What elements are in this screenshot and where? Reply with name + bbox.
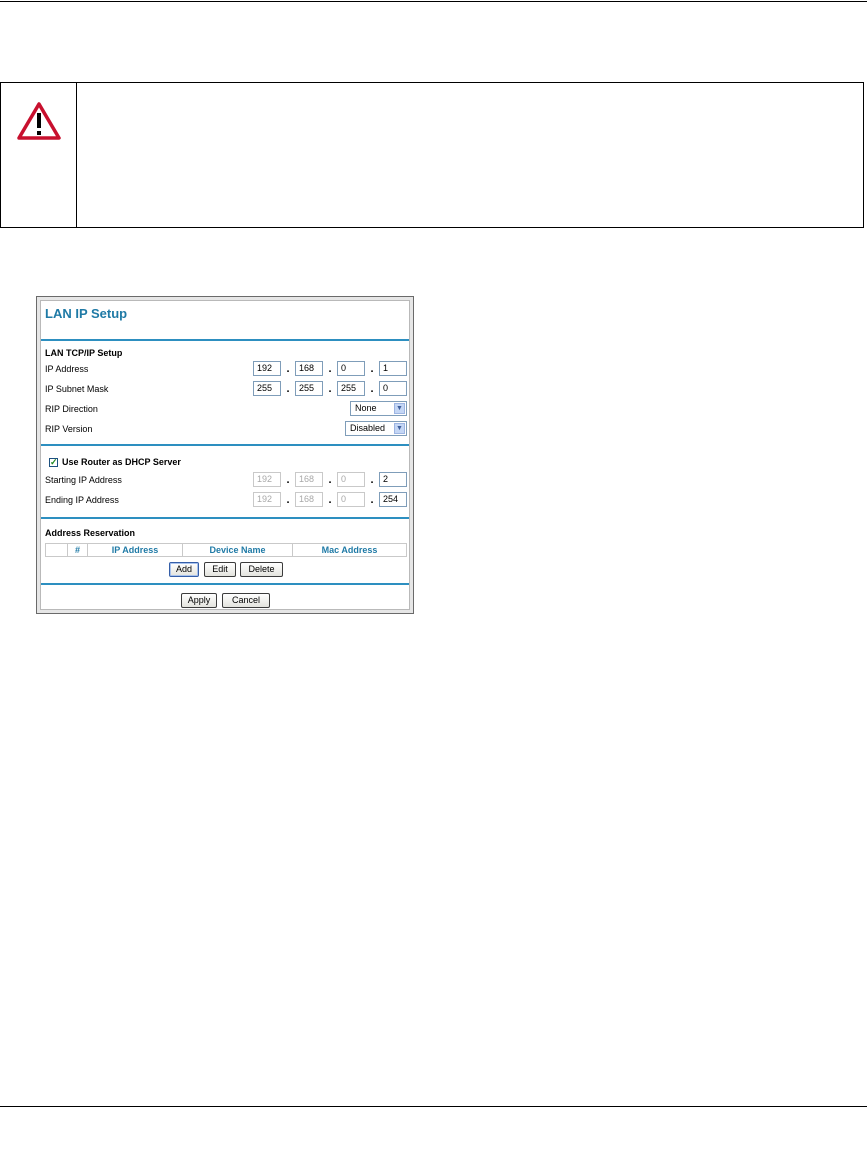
subnet-mask-label: IP Subnet Mask [45, 384, 109, 394]
column-mac-address: Mac Address [321, 545, 378, 555]
starting-ip-label: Starting IP Address [45, 475, 122, 485]
rip-version-label: RIP Version [45, 424, 93, 434]
ending-ip-octet-4[interactable]: 254 [379, 492, 407, 507]
footer-rule [0, 1106, 867, 1107]
octet-separator: . [370, 363, 374, 375]
octet-separator: . [328, 474, 332, 486]
subnet-octet-2[interactable]: 255 [295, 381, 323, 396]
reservation-section-title: Address Reservation [45, 528, 136, 538]
octet-separator: . [286, 474, 290, 486]
reservation-table-header [45, 543, 407, 557]
dhcp-checkbox-label[interactable]: Use Router as DHCP Server [62, 457, 181, 467]
chevron-down-icon[interactable]: ▼ [394, 403, 405, 414]
octet-separator: . [328, 383, 332, 395]
apply-button[interactable]: Apply [181, 593, 217, 608]
column-select [46, 544, 68, 556]
edit-button[interactable]: Edit [204, 562, 236, 577]
page-title: LAN IP Setup [45, 306, 128, 321]
octet-separator: . [370, 494, 374, 506]
column-number: # [68, 544, 88, 556]
octet-separator: . [370, 383, 374, 395]
ip-address-label: IP Address [45, 364, 89, 374]
subnet-octet-1[interactable]: 255 [253, 381, 281, 396]
octet-separator: . [328, 363, 332, 375]
octet-separator: . [328, 494, 332, 506]
ip-address-octet-1[interactable]: 192 [253, 361, 281, 376]
delete-button[interactable]: Delete [240, 562, 283, 577]
starting-ip-octet-2: 168 [295, 472, 323, 487]
ending-ip-octet-1: 192 [253, 492, 281, 507]
octet-separator: . [286, 494, 290, 506]
starting-ip-octet-4[interactable]: 2 [379, 472, 407, 487]
octet-separator: . [286, 363, 290, 375]
dhcp-section-divider [41, 517, 409, 519]
dhcp-server-checkbox[interactable] [49, 458, 58, 467]
ending-ip-octet-3: 0 [337, 492, 365, 507]
ip-address-octet-4[interactable]: 1 [379, 361, 407, 376]
ip-address-field [253, 361, 407, 376]
subnet-octet-3[interactable]: 255 [337, 381, 365, 396]
octet-separator: . [370, 474, 374, 486]
title-divider [41, 339, 409, 341]
checkmark-icon: ✓ [50, 457, 58, 467]
cancel-button[interactable]: Cancel [222, 593, 270, 608]
rip-direction-select[interactable] [350, 401, 407, 416]
rip-direction-value: None [355, 403, 377, 413]
reservation-section-divider [41, 583, 409, 585]
column-device-name: Device Name [183, 544, 293, 556]
chevron-down-icon[interactable]: ▼ [394, 423, 405, 434]
starting-ip-octet-3: 0 [337, 472, 365, 487]
header-rule [0, 1, 867, 2]
lan-ip-setup-panel [40, 300, 410, 610]
column-ip-address: IP Address [88, 544, 183, 556]
warning-triangle-icon [16, 101, 62, 141]
rip-direction-label: RIP Direction [45, 404, 98, 414]
ending-ip-label: Ending IP Address [45, 495, 119, 505]
rip-version-select[interactable] [345, 421, 407, 436]
ending-ip-octet-2: 168 [295, 492, 323, 507]
starting-ip-field [253, 472, 407, 487]
warning-icon-cell [1, 83, 77, 227]
rip-version-value: Disabled [350, 423, 386, 433]
starting-ip-octet-1: 192 [253, 472, 281, 487]
subnet-octet-4[interactable]: 0 [379, 381, 407, 396]
add-button[interactable]: Add [169, 562, 199, 577]
octet-separator: . [286, 383, 290, 395]
lan-section-title: LAN TCP/IP Setup [45, 348, 123, 358]
warning-box [0, 82, 864, 228]
lan-ip-setup-screenshot [36, 296, 414, 614]
subnet-mask-field [253, 381, 407, 396]
ip-address-octet-3[interactable]: 0 [337, 361, 365, 376]
lan-section-divider [41, 444, 409, 446]
ip-address-octet-2[interactable]: 168 [295, 361, 323, 376]
ending-ip-field [253, 492, 407, 507]
